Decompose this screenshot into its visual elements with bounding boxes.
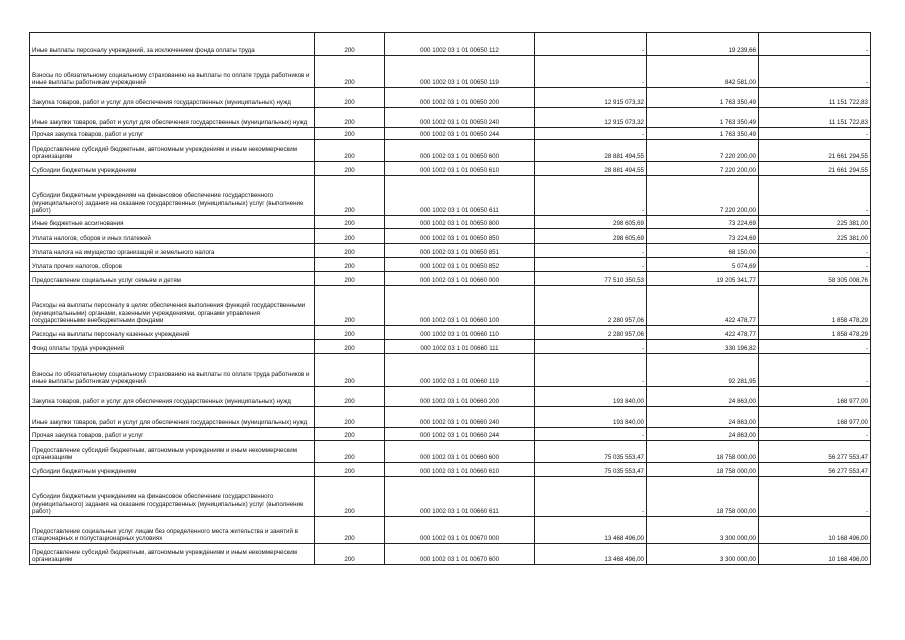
- row-executed-amount: 1 763 350,49: [647, 128, 759, 140]
- row-executed-amount: 19 239,66: [647, 33, 759, 56]
- row-approved-amount: 77 510 350,53: [535, 272, 647, 286]
- row-line-code: 200: [315, 176, 385, 216]
- row-remaining-amount: -: [759, 33, 871, 56]
- row-remaining-amount: 58 305 008,76: [759, 272, 871, 286]
- row-approved-amount: -: [535, 244, 647, 258]
- row-line-code: 200: [315, 354, 385, 387]
- row-remaining-amount: -: [759, 244, 871, 258]
- row-name: Субсидии бюджетным учреждениям на финансовое обеспечение государственного (муниципального) задания на оказание государственных (муниципальных) услуг (выполнение работ): [30, 477, 315, 517]
- row-name: Прочая закупка товаров, работ и услуг: [30, 428, 315, 441]
- row-name: Уплата прочих налогов, сборов: [30, 258, 315, 272]
- row-budget-code: 000 1002 03 1 01 00660 111: [385, 340, 535, 354]
- row-line-code: 200: [315, 229, 385, 244]
- row-executed-amount: 422 478,77: [647, 286, 759, 326]
- row-remaining-amount: -: [759, 477, 871, 517]
- row-remaining-amount: 11 151 722,83: [759, 108, 871, 128]
- table-row: [30, 272, 871, 286]
- row-remaining-amount: 56 277 553,47: [759, 441, 871, 463]
- row-executed-amount: 1 763 350,49: [647, 88, 759, 108]
- row-remaining-amount: 56 277 553,47: [759, 463, 871, 477]
- row-remaining-amount: 11 151 722,83: [759, 88, 871, 108]
- row-approved-amount: -: [535, 56, 647, 88]
- table-row: [30, 354, 871, 387]
- row-approved-amount: 12 915 073,32: [535, 88, 647, 108]
- row-remaining-amount: 21 661 294,55: [759, 140, 871, 162]
- row-executed-amount: 7 220 200,00: [647, 140, 759, 162]
- row-executed-amount: 19 205 341,77: [647, 272, 759, 286]
- row-budget-code: 000 1002 03 1 01 00670 600: [385, 544, 535, 565]
- row-line-code: 200: [315, 286, 385, 326]
- row-approved-amount: -: [535, 477, 647, 517]
- table-row: [30, 477, 871, 517]
- table-row: [30, 88, 871, 108]
- row-executed-amount: 1 763 350,49: [647, 108, 759, 128]
- row-line-code: 200: [315, 326, 385, 340]
- row-executed-amount: 842 581,00: [647, 56, 759, 88]
- row-line-code: 200: [315, 428, 385, 441]
- row-remaining-amount: -: [759, 56, 871, 88]
- row-approved-amount: 13 468 496,00: [535, 544, 647, 565]
- row-remaining-amount: 21 661 294,55: [759, 162, 871, 176]
- row-name: Фонд оплаты труда учреждений: [30, 340, 315, 354]
- row-budget-code: 000 1002 03 1 01 00650 112: [385, 33, 535, 56]
- row-name: Взносы по обязательному социальному страхованию на выплаты по оплате труда работников и иные выплаты работникам учреждений: [30, 56, 315, 88]
- table-row: [30, 162, 871, 176]
- row-budget-code: 000 1002 03 1 01 00660 000: [385, 272, 535, 286]
- row-line-code: 200: [315, 477, 385, 517]
- row-budget-code: 000 1002 03 1 01 00650 800: [385, 216, 535, 229]
- row-name: Иные выплаты персоналу учреждений, за исключением фонда оплаты труда: [30, 33, 315, 56]
- row-executed-amount: 24 863,00: [647, 407, 759, 428]
- row-executed-amount: 18 758 000,00: [647, 463, 759, 477]
- row-executed-amount: 7 220 200,00: [647, 162, 759, 176]
- row-name: Субсидии бюджетным учреждениям: [30, 463, 315, 477]
- row-name: Закупка товаров, работ и услуг для обеспечения государственных (муниципальных) нужд: [30, 88, 315, 108]
- row-name: Иные закупки товаров, работ и услуг для обеспечения государственных (муниципальных) нужд: [30, 108, 315, 128]
- row-budget-code: 000 1002 03 1 01 00670 000: [385, 517, 535, 544]
- row-line-code: 200: [315, 56, 385, 88]
- row-approved-amount: -: [535, 340, 647, 354]
- row-line-code: 200: [315, 128, 385, 140]
- row-remaining-amount: -: [759, 354, 871, 387]
- row-name: Уплата налога на имущество организаций и земельного налога: [30, 244, 315, 258]
- row-name: Расходы на выплаты персоналу в целях обеспечения выполнения функций государственными (муниципальными) органами, казенными учреждениями, органами управления государственными внебюджетными фондами: [30, 286, 315, 326]
- row-remaining-amount: 225 381,00: [759, 216, 871, 229]
- table-row: [30, 258, 871, 272]
- row-budget-code: 000 1002 03 1 01 00650 850: [385, 229, 535, 244]
- row-remaining-amount: 10 168 496,00: [759, 544, 871, 565]
- row-budget-code: 000 1002 03 1 01 00660 119: [385, 354, 535, 387]
- row-name: Уплата налогов, сборов и иных платежей: [30, 229, 315, 244]
- table-row: [30, 517, 871, 544]
- row-executed-amount: 24 863,00: [647, 428, 759, 441]
- budget-execution-sheet: [29, 32, 870, 565]
- row-approved-amount: 193 840,00: [535, 387, 647, 407]
- table-row: [30, 176, 871, 216]
- row-executed-amount: 24 863,00: [647, 387, 759, 407]
- table-row: [30, 428, 871, 441]
- row-name: Иные бюджетные ассигнования: [30, 216, 315, 229]
- table-row: [30, 33, 871, 56]
- row-budget-code: 000 1002 03 1 01 00650 610: [385, 162, 535, 176]
- row-name: Иные закупки товаров, работ и услуг для обеспечения государственных (муниципальных) нужд: [30, 407, 315, 428]
- row-line-code: 200: [315, 88, 385, 108]
- row-approved-amount: -: [535, 176, 647, 216]
- row-executed-amount: 92 281,95: [647, 354, 759, 387]
- row-name: Взносы по обязательному социальному страхованию на выплаты по оплате труда работников и иные выплаты работникам учреждений: [30, 354, 315, 387]
- table-row: [30, 244, 871, 258]
- row-remaining-amount: 1 858 478,29: [759, 286, 871, 326]
- row-executed-amount: 3 300 000,00: [647, 544, 759, 565]
- row-approved-amount: -: [535, 354, 647, 387]
- row-budget-code: 000 1002 03 1 01 00650 611: [385, 176, 535, 216]
- row-remaining-amount: 1 858 478,29: [759, 326, 871, 340]
- budget-table: [29, 32, 871, 565]
- row-name: Предоставление социальных услуг лицам без определенного места жительства и занятий в стационарных и полустационарных условиях: [30, 517, 315, 544]
- row-budget-code: 000 1002 03 1 01 00650 600: [385, 140, 535, 162]
- row-line-code: 200: [315, 407, 385, 428]
- row-executed-amount: 5 074,69: [647, 258, 759, 272]
- row-budget-code: 000 1002 03 1 01 00650 244: [385, 128, 535, 140]
- row-remaining-amount: -: [759, 128, 871, 140]
- row-line-code: 200: [315, 340, 385, 354]
- row-approved-amount: 2 280 957,06: [535, 286, 647, 326]
- row-line-code: 200: [315, 108, 385, 128]
- row-remaining-amount: -: [759, 258, 871, 272]
- row-budget-code: 000 1002 03 1 01 00660 600: [385, 441, 535, 463]
- row-approved-amount: -: [535, 128, 647, 140]
- row-line-code: 200: [315, 441, 385, 463]
- row-executed-amount: 18 758 000,00: [647, 441, 759, 463]
- row-line-code: 200: [315, 258, 385, 272]
- row-budget-code: 000 1002 03 1 01 00650 240: [385, 108, 535, 128]
- table-row: [30, 441, 871, 463]
- row-line-code: 200: [315, 140, 385, 162]
- row-line-code: 200: [315, 244, 385, 258]
- table-row: [30, 229, 871, 244]
- row-name: Прочая закупка товаров, работ и услуг: [30, 128, 315, 140]
- row-remaining-amount: -: [759, 340, 871, 354]
- table-row: [30, 544, 871, 565]
- row-budget-code: 000 1002 03 1 01 00660 240: [385, 407, 535, 428]
- row-budget-code: 000 1002 03 1 01 00650 851: [385, 244, 535, 258]
- row-line-code: 200: [315, 162, 385, 176]
- row-remaining-amount: 168 977,00: [759, 387, 871, 407]
- row-executed-amount: 18 758 000,00: [647, 477, 759, 517]
- row-line-code: 200: [315, 272, 385, 286]
- row-approved-amount: 13 468 496,00: [535, 517, 647, 544]
- table-row: [30, 108, 871, 128]
- row-approved-amount: 298 605,69: [535, 216, 647, 229]
- table-row: [30, 216, 871, 229]
- row-budget-code: 000 1002 03 1 01 00660 611: [385, 477, 535, 517]
- row-executed-amount: 73 224,69: [647, 216, 759, 229]
- row-name: Расходы на выплаты персоналу казенных учреждений: [30, 326, 315, 340]
- row-budget-code: 000 1002 03 1 01 00660 200: [385, 387, 535, 407]
- table-row: [30, 463, 871, 477]
- row-approved-amount: 193 840,00: [535, 407, 647, 428]
- table-row: [30, 326, 871, 340]
- table-row: [30, 286, 871, 326]
- table-row: [30, 407, 871, 428]
- row-remaining-amount: -: [759, 428, 871, 441]
- budget-table-body: [30, 33, 871, 565]
- row-approved-amount: -: [535, 428, 647, 441]
- row-approved-amount: 75 035 553,47: [535, 463, 647, 477]
- table-row: [30, 387, 871, 407]
- row-name: Предоставление социальных услуг семьям и детям: [30, 272, 315, 286]
- row-line-code: 200: [315, 544, 385, 565]
- row-remaining-amount: -: [759, 176, 871, 216]
- row-budget-code: 000 1002 03 1 01 00650 119: [385, 56, 535, 88]
- row-executed-amount: 3 300 000,00: [647, 517, 759, 544]
- row-approved-amount: -: [535, 258, 647, 272]
- row-approved-amount: -: [535, 33, 647, 56]
- row-approved-amount: 2 280 957,06: [535, 326, 647, 340]
- row-budget-code: 000 1002 03 1 01 00650 852: [385, 258, 535, 272]
- row-name: Субсидии бюджетным учреждениям: [30, 162, 315, 176]
- row-executed-amount: 68 150,00: [647, 244, 759, 258]
- row-line-code: 200: [315, 33, 385, 56]
- row-budget-code: 000 1002 03 1 01 00650 200: [385, 88, 535, 108]
- row-approved-amount: 12 915 073,32: [535, 108, 647, 128]
- table-row: [30, 128, 871, 140]
- row-executed-amount: 7 220 200,00: [647, 176, 759, 216]
- row-name: Предоставление субсидий бюджетным, автономным учреждениям и иным некоммерческим организациям: [30, 544, 315, 565]
- row-remaining-amount: 168 977,00: [759, 407, 871, 428]
- row-name: Субсидии бюджетным учреждениям на финансовое обеспечение государственного (муниципального) задания на оказание государственных (муниципальных) услуг (выполнение работ): [30, 176, 315, 216]
- row-budget-code: 000 1002 03 1 01 00660 110: [385, 326, 535, 340]
- row-name: Предоставление субсидий бюджетным, автономным учреждениям и иным некоммерческим организациям: [30, 140, 315, 162]
- row-approved-amount: 28 881 494,55: [535, 140, 647, 162]
- row-remaining-amount: 225 381,00: [759, 229, 871, 244]
- row-budget-code: 000 1002 03 1 01 00660 610: [385, 463, 535, 477]
- row-budget-code: 000 1002 03 1 01 00660 100: [385, 286, 535, 326]
- row-line-code: 200: [315, 517, 385, 544]
- row-name: Предоставление субсидий бюджетным, автономным учреждениям и иным некоммерческим организациям: [30, 441, 315, 463]
- row-executed-amount: 422 478,77: [647, 326, 759, 340]
- table-row: [30, 140, 871, 162]
- table-row: [30, 56, 871, 88]
- row-approved-amount: 28 881 494,55: [535, 162, 647, 176]
- row-line-code: 200: [315, 216, 385, 229]
- row-line-code: 200: [315, 387, 385, 407]
- row-budget-code: 000 1002 03 1 01 00660 244: [385, 428, 535, 441]
- row-remaining-amount: 10 168 496,00: [759, 517, 871, 544]
- row-line-code: 200: [315, 463, 385, 477]
- table-row: [30, 340, 871, 354]
- row-approved-amount: 298 605,69: [535, 229, 647, 244]
- row-name: Закупка товаров, работ и услуг для обеспечения государственных (муниципальных) нужд: [30, 387, 315, 407]
- row-executed-amount: 330 196,82: [647, 340, 759, 354]
- row-approved-amount: 75 035 553,47: [535, 441, 647, 463]
- row-executed-amount: 73 224,69: [647, 229, 759, 244]
